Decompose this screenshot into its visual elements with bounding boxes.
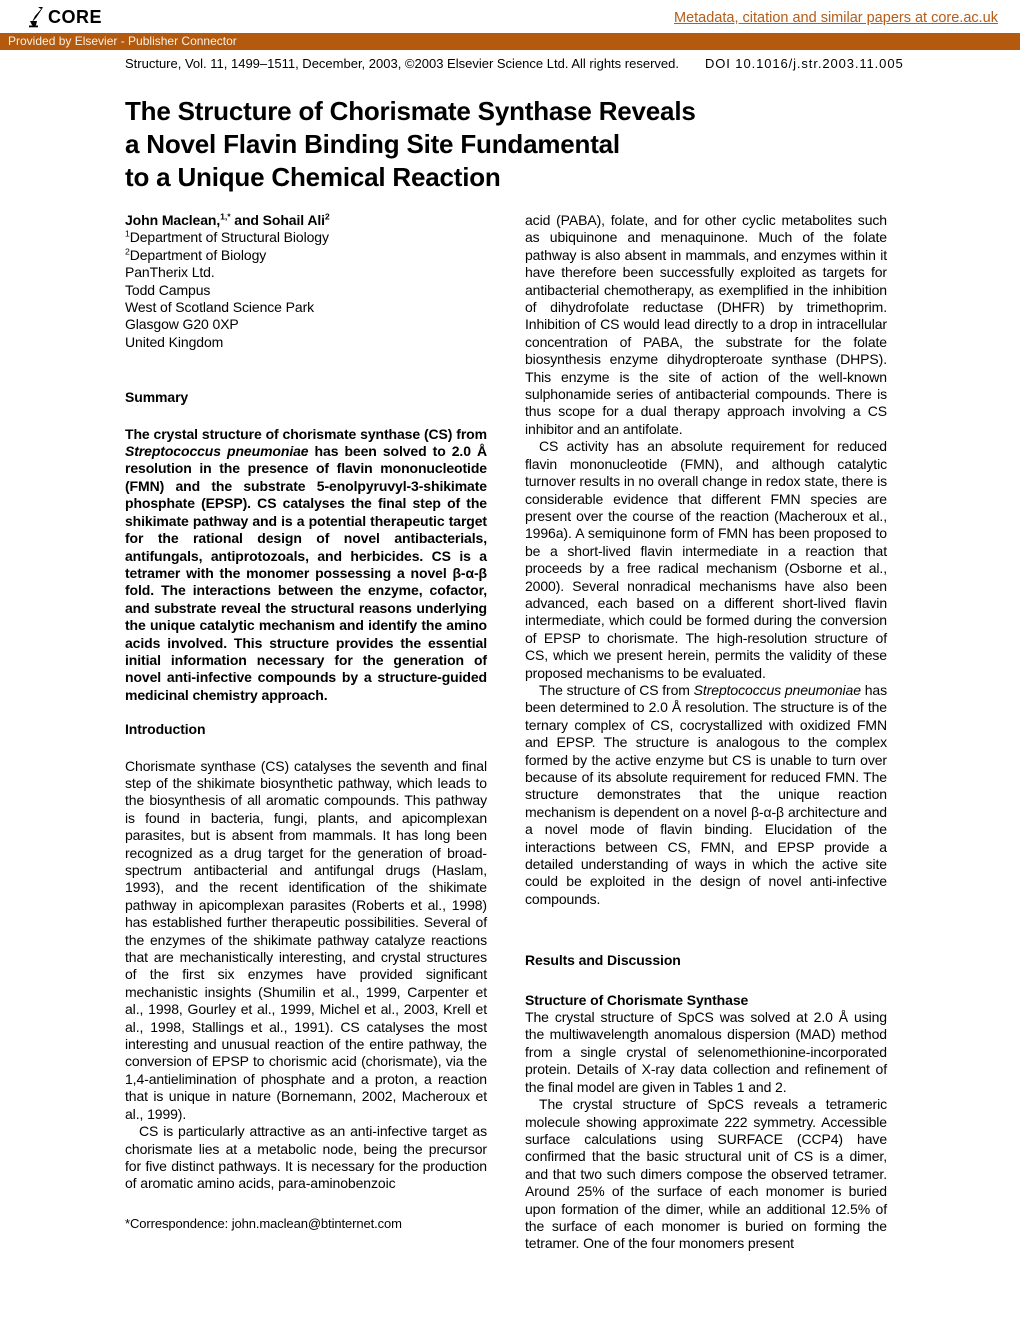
provided-by-text: Provided by Elsevier - Publisher Connector xyxy=(8,34,237,48)
title-line-3: to a Unique Chemical Reaction xyxy=(125,162,501,192)
article-title xyxy=(125,95,1020,194)
results-paragraph-1: The crystal structure of SpCS was solved at 2.0 Å using the multiwavelength anomalous dispersion (MAD) method from a single crystal of selenomethionine-incorporated protein. Details of X-ray data collection and refinement of the final model are given in Tables 1 and 2. xyxy=(525,1009,887,1095)
author-line: John Maclean,$^{1,*}$ and Sohail Ali$^2$ xyxy=(125,211,330,228)
affiliation-1: $^1$Department of Structural Biology xyxy=(125,228,329,246)
address-line: West of Scotland Science Park xyxy=(125,299,315,316)
quill-icon xyxy=(28,7,44,28)
core-header xyxy=(0,0,1020,33)
core-logo-text: CORE xyxy=(48,7,103,27)
summary-paragraph: The crystal structure of chorismate synthase (CS) from Streptococcus pneumoniae has been solved to 2.0 Å resolution in the presence of flavin mononucleotide (FMN) and the substrate 5-enolpyruvyl-3-shikimate phosphate (EPSP). CS catalyses the final step of the shikimate pathway and is a potential therapeutic target for the rational design of novel antibacterials, antifungals, antiprotozoals, and herbicides. CS is a tetramer with the monomer possessing a novel β-α-β fold. The interactions between the enzyme, cofactor, and substrate reveal the structural reasons underlying the unique catalytic mechanism and identify the amino acids involved. This structure provides the essential initial information necessary for the generation of novel anti-infective compounds by a structure-guided medicinal chemistry approach. xyxy=(125,425,487,703)
body-paragraph-3: The structure of CS from Streptococcus pneumoniae has been determined to 2.0 Å resolution. The structure is of the ternary complex of CS, cocrystallized with oxidized FMN and EPSP. The structure is analogous to the complex formed by the active enzyme but CS is unable to turn over because of its absolute requirement for reduced FMN. The structure demonstrates that the unique reaction mechanism is dependent on a novel β-α-β architecture and a novel mode of flavin binding. Elucidation of the interactions between CS, FMN, and EPSP provide a detailed understanding of ways in which the active site could be exploited in the design of novel anti-infective compounds. xyxy=(525,681,887,907)
citation-text: Structure, Vol. 11, 1499–1511, December, 2003, ©2003 Elsevier Science Ltd. All rights reserved. xyxy=(125,56,679,71)
address-line: United Kingdom xyxy=(125,333,224,350)
body-paragraph-2: CS activity has an absolute requirement for reduced flavin mononucleotide (FMN), and although catalytic turnover results in no overall change in redox state, there is considerable evidence that different FMN species are present over the course of the reaction (Macheroux et al., 1996a). A semiquinone form of FMN has been proposed to be a short-lived flavin intermediate in a reaction that proceeds by a free radical mechanism (Osborne et al., 2000). Several nonradical mechanisms have also been advanced, each based on a different short-lived flavin intermediate, which could be formed during the conversion of EPSP to chorismate. The high-resolution structure of CS, which we present herein, permits the validity of these proposed mechanisms to be evaluated. xyxy=(525,438,887,681)
doi-text: DOI 10.1016/j.str.2003.11.005 xyxy=(704,56,904,71)
journal-citation xyxy=(125,56,1020,71)
right-column xyxy=(525,212,887,1253)
results-paragraph-2: The crystal structure of SpCS reveals a tetrameric molecule showing approximate 222 symmetry. Accessible surface calculations using SURFACE (CCP4) have confirmed that the basic structural unit of CS is a dimer, and that two such dimers compose the observed tetramer. Around 25% of the surface of each monomer is buried upon formation of the dimer, while an additional 12.5% of the surface of each monomer is buried on forming the tetramer. One of the four monomers present xyxy=(525,1096,887,1252)
affiliation-2: $^2$Department of Biology xyxy=(125,246,267,263)
title-line-1: The Structure of Chorismate Synthase Reveals xyxy=(125,96,696,126)
results-heading: Results and Discussion xyxy=(525,952,681,969)
core-logo[interactable] xyxy=(28,7,102,28)
provided-by-banner xyxy=(0,33,1020,50)
intro-paragraph-1: Chorismate synthase (CS) catalyses the seventh and final step of the shikimate biosynthetic pathway, which leads to the biosynthesis of all aromatic compounds. This pathway is found in bacteria, fungi, plants, and apicomplexan parasites, but is absent from mammals. It has long been recognized as a drug target for the generation of broad-spectrum antibacterial and antifungal drugs (Haslam, 1993), and the recent identification of the shikimate pathway in apicomplexan parasites (Roberts et al., 1998) has established further therapeutic possibilities. Several of the enzymes of the shikimate pathway catalyze reactions that are mechanistically interesting, and crystal structures of the first six enzymes have provided significant mechanistic insights (Shumilin et al., 1999, Carpenter et al., 1998, Gourley et al., 1999, Michel et al., 2003, Krell et al., 1998, Stallings et al., 1991). CS catalyses the most interesting and unusual reaction of the entire pathway, the conversion of EPSP to chorismic acid (chorismate), via the 1,4-antielimination of phosphate and a proton, a reaction that is unique in nature (Bornemann, 2002, Macheroux et al., 1999). xyxy=(125,757,487,1122)
intro-paragraph-2: CS is particularly attractive as an anti-infective target as chorismate lies at a metabolic node, being the precursor for five distinct pathways. It is necessary for the production of aromatic amino acids, para-aminobenzoic xyxy=(125,1123,487,1192)
two-column-body xyxy=(125,212,1020,1253)
address-line: PanTherix Ltd. xyxy=(125,264,215,281)
address-line: Glasgow G20 0XP xyxy=(125,316,239,333)
title-line-2: a Novel Flavin Binding Site Fundamental xyxy=(125,129,620,159)
correspondence-footnote: *Correspondence: john.maclean@btinternet.com xyxy=(125,1216,402,1231)
address-line: Todd Campus xyxy=(125,281,211,298)
core-metadata-link[interactable]: Metadata, citation and similar papers at core.ac.uk xyxy=(674,9,998,26)
left-column xyxy=(125,212,487,1253)
introduction-heading: Introduction xyxy=(125,721,206,738)
body-paragraph-1: acid (PABA), folate, and for other cyclic metabolites such as ubiquinone and menaquinone. Much of the folate pathway is also absent in mammals, and enzymes within it have therefore been successfully exploited as targets for antibacterial chemotherapy, as exemplified in the inhibition of dihydrofolate reductase (DHFR) by trimethoprim. Inhibition of CS would lead directly to a drop in intracellular concentration of PABA, the substrate for the folate biosynthesis enzyme dihydropteroate synthase (DHPS). This enzyme is the site of action of the well-known sulphonamide series of antibacterial compounds. There is thus scope for a dual therapy approach involving a CS inhibitor and an antifolate. xyxy=(525,212,887,437)
summary-heading: Summary xyxy=(125,389,189,406)
structure-subheading: Structure of Chorismate Synthase xyxy=(525,991,749,1008)
